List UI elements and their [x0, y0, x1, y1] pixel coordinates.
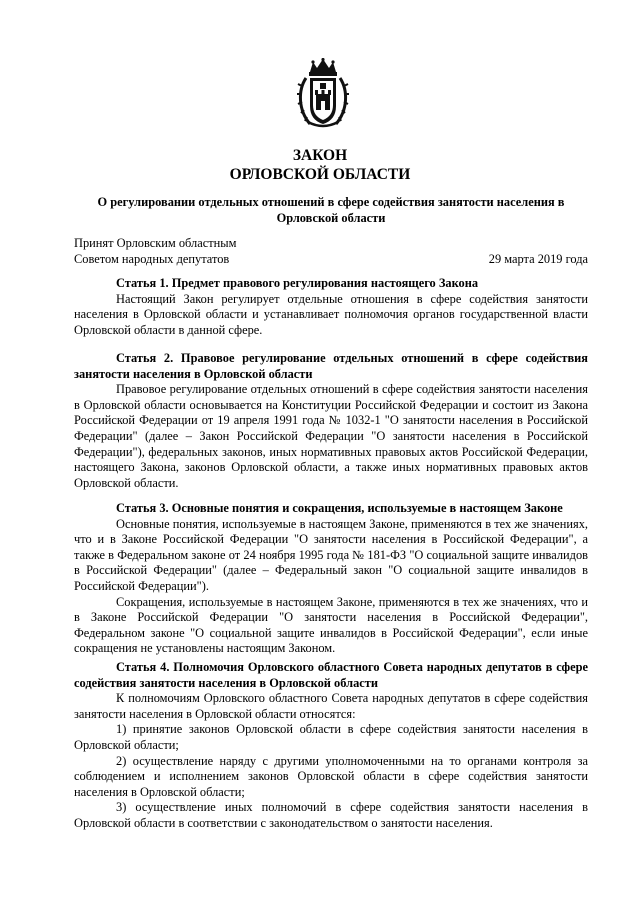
adoption-info	[74, 235, 236, 267]
region-title: ОРЛОВСКОЙ ОБЛАСТИ	[229, 166, 411, 183]
article-4-heading: Статья 4. Полномочия Орловского областного Совета народных депутатов в сфере содействия занятости населения в Орловской области	[74, 660, 588, 690]
article-3-paragraph-2: Сокращения, используемые в настоящем Законе, применяются в тех же значениях, что и в Законе Российской Федерации "О занятости населения в Российской Федерации", Федеральном законе "О социальной защите инвалидов в Российской Федерации", если иные сокращения не установлены настоящим Законом.	[74, 594, 588, 656]
article-2-heading: Статья 2. Правовое регулирование отдельных отношений в сфере содействия занятости населения в Орловской области	[74, 351, 588, 381]
adoption-line-1: Принят Орловским областным	[74, 236, 237, 250]
article-3	[74, 501, 588, 657]
article-4-paragraph-1: К полномочиям Орловского областного Совета народных депутатов в сфере содействия занятости населения в Орловской области относятся:	[74, 691, 588, 721]
article-4-item-1: 1) принятие законов Орловской области в сфере содействия занятости населения в Орловской области;	[74, 722, 588, 752]
article-4	[74, 660, 588, 832]
coat-of-arms-icon	[296, 58, 350, 130]
article-1-paragraph-1: Настоящий Закон регулирует отдельные отношения в сфере содействия занятости населения в Орловской области и устанавливает полномочия органов государственной власти Орловской области в данной сфере.	[74, 291, 588, 337]
adoption-date: 29 марта 2019 года	[488, 252, 588, 266]
article-2	[74, 351, 588, 491]
article-4-item-2: 2) осуществление наряду с другими уполномоченными на то органами контроля за соблюдением и исполнением законов Орловской области в сфере содействия занятости населения в Орловской области;	[74, 753, 588, 799]
article-1	[74, 276, 588, 338]
article-3-paragraph-1: Основные понятия, используемые в настоящем Законе, применяются в тех же значениях, что и в Законе Российской Федерации "О занятости населения в Российской Федерации", а также в Федеральном законе от 24 ноября 1995 года № 181-ФЗ "О социальной защите инвалидов в Российской Федерации" (далее – Федеральный закон "О социальной защите инвалидов в Российской Федерации").	[74, 516, 588, 593]
adoption-line-2: Советом народных депутатов	[74, 252, 230, 266]
article-2-paragraph-1: Правовое регулирование отдельных отношений в сфере содействия занятости населения в Орловской области основывается на Конституции Российской Федерации и состоит из Закона Российской Федерации от 19 апреля 1991 года № 1032-1 "О занятости населения в Российской Федерации" (далее – Закон Российской Федерации "О занятости населения в Российской Федерации"), федеральных законов, иных нормативных правовых актов Российской Федерации, настоящего Закона, законов Орловской области, а также иных нормативных правовых актов Орловской области.	[74, 382, 588, 490]
law-subject-title: О регулировании отдельных отношений в сфере содействия занятости населения в Орловской области	[97, 195, 565, 225]
article-1-heading: Статья 1. Предмет правового регулирования настоящего Закона	[116, 276, 479, 290]
article-4-item-3: 3) осуществление иных полномочий в сфере содействия занятости населения в Орловской области в соответствии с законодательством о занятости населения.	[74, 800, 588, 830]
article-3-heading: Статья 3. Основные понятия и сокращения, используемые в настоящем Законе	[116, 501, 563, 515]
document-type-title: ЗАКОН	[292, 147, 348, 164]
